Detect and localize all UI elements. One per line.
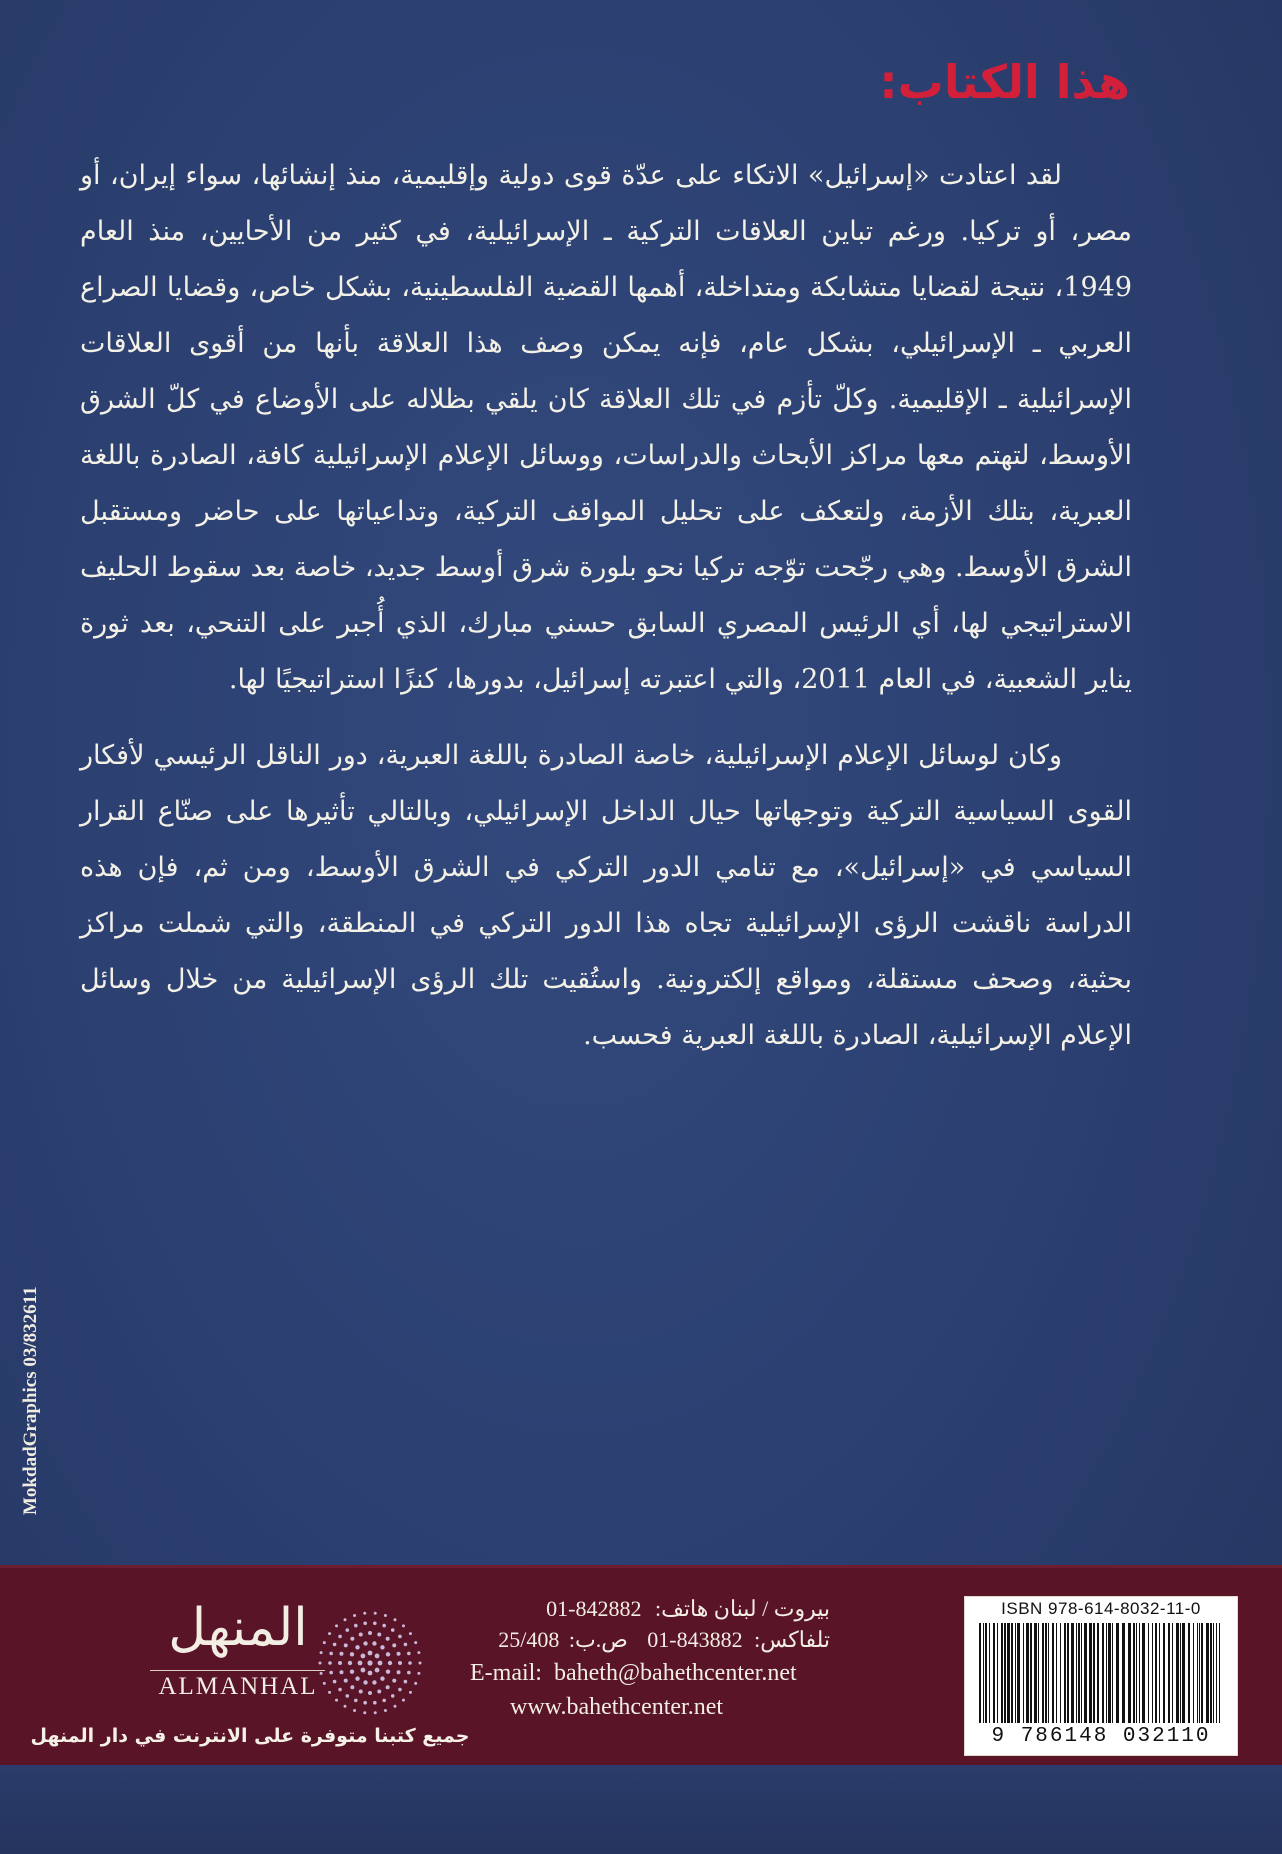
publisher-divider: [150, 1670, 325, 1671]
fax-line: [498, 1627, 830, 1653]
pobox-label: ص.ب:: [568, 1627, 628, 1652]
publisher-tagline: جميع كتبنا متوفرة على الانترنت في دار المنهل: [30, 1725, 470, 1747]
phone-number: 01-842882: [546, 1596, 642, 1621]
blurb-text: [80, 148, 1132, 1064]
publisher-name-english: ALMANHAL: [158, 1673, 318, 1700]
designer-credit: MokdadGraphics 03/832611: [20, 1286, 41, 1515]
email-label: E-mail:: [470, 1660, 542, 1686]
blurb-paragraph: وكان لوسائل الإعلام الإسرائيلية، خاصة الصادرة باللغة العبرية، دور الناقل الرئيسي لأفكار القوى السياسية التركية وتوجهاتها حيال الداخل الإسرائيلي، وبالتالي تأثيرها على صنّاع القرار السياسي في «إسرائيل»، مع تنامي الدور التركي في الشرق الأوسط، ومن ثم، فإن هذه الدراسة ناقشت الرؤى الإسرائيلية تجاه هذا الدور التركي في المنطقة، والتي شملت مراكز بحثية، وصحف مستقلة، ومواقع إلكترونية. واستُقيت تلك الرؤى الإسرائيلية من خلال وسائل الإعلام الإسرائيلية، الصادرة باللغة العبرية فحسب.: [80, 740, 1132, 1051]
isbn-digits: 9 786148 032110: [991, 1725, 1211, 1748]
fax-number: 01-843882: [647, 1627, 743, 1652]
publisher-block: [30, 1590, 470, 1760]
email-line: [470, 1660, 797, 1687]
isbn-label: ISBN 978-614-8032-11-0: [1001, 1599, 1201, 1618]
blurb-paragraph: لقد اعتادت «إسرائيل» الاتكاء على عدّة قوى دولية وإقليمية، منذ إنشائها، سواء إيران، أو مصر، أو تركيا. ورغم تباين العلاقات التركية ـ الإسرائيلية، في كثير من الأحايين، منذ العام 1949، نتيجة لقضايا متشابكة ومتداخلة، أهمها القضية الفلسطينية، بشكل خاص، وقضايا الصراع العربي ـ الإسرائيلي، بشكل عام، فإنه يمكن وصف هذا العلاقة بأنها من أقوى العلاقات الإسرائيلية ـ الإقليمية. وكلّ تأزم في تلك العلاقة كان يلقي بظلاله على الأوضاع في كلّ الشرق الأوسط، لتهتم معها مراكز الأبحاث والدراسات، ووسائل الإعلام الإسرائيلية كافة، الصادرة باللغة العبرية، بتلك الأزمة، ولتعكف على تحليل المواقف التركية، وتداعياتها على حاضر ومستقبل الشرق الأوسط. وهي رجّحت توّجه تركيا نحو بلورة شرق أوسط جديد، خاصة بعد سقوط الحليف الاستراتيجي لها، أي الرئيس المصري السابق حسني مبارك، الذي أُجبر على التنحي، بعد ثورة يناير الشعبية، في العام 2011، والتي اعتبرته إسرائيل، بدورها، كنزًا استراتيجيًا لها.: [80, 160, 1133, 695]
email-address[interactable]: baheth@bahethcenter.net: [553, 1660, 797, 1686]
pobox-number: 25/408: [498, 1627, 560, 1652]
phone-label: بيروت / لبنان هاتف:: [654, 1596, 830, 1621]
phone-line: [546, 1596, 830, 1622]
bottom-strip: [0, 1765, 1282, 1854]
section-heading: هذا الكتاب:: [879, 55, 1130, 109]
publisher-name-arabic: المنهل: [168, 1598, 308, 1658]
fax-label: تلفاكس:: [754, 1627, 830, 1652]
isbn-barcode: [964, 1596, 1238, 1756]
website-link[interactable]: www.bahethcenter.net: [510, 1694, 724, 1720]
barcode-icon: [977, 1623, 1225, 1723]
